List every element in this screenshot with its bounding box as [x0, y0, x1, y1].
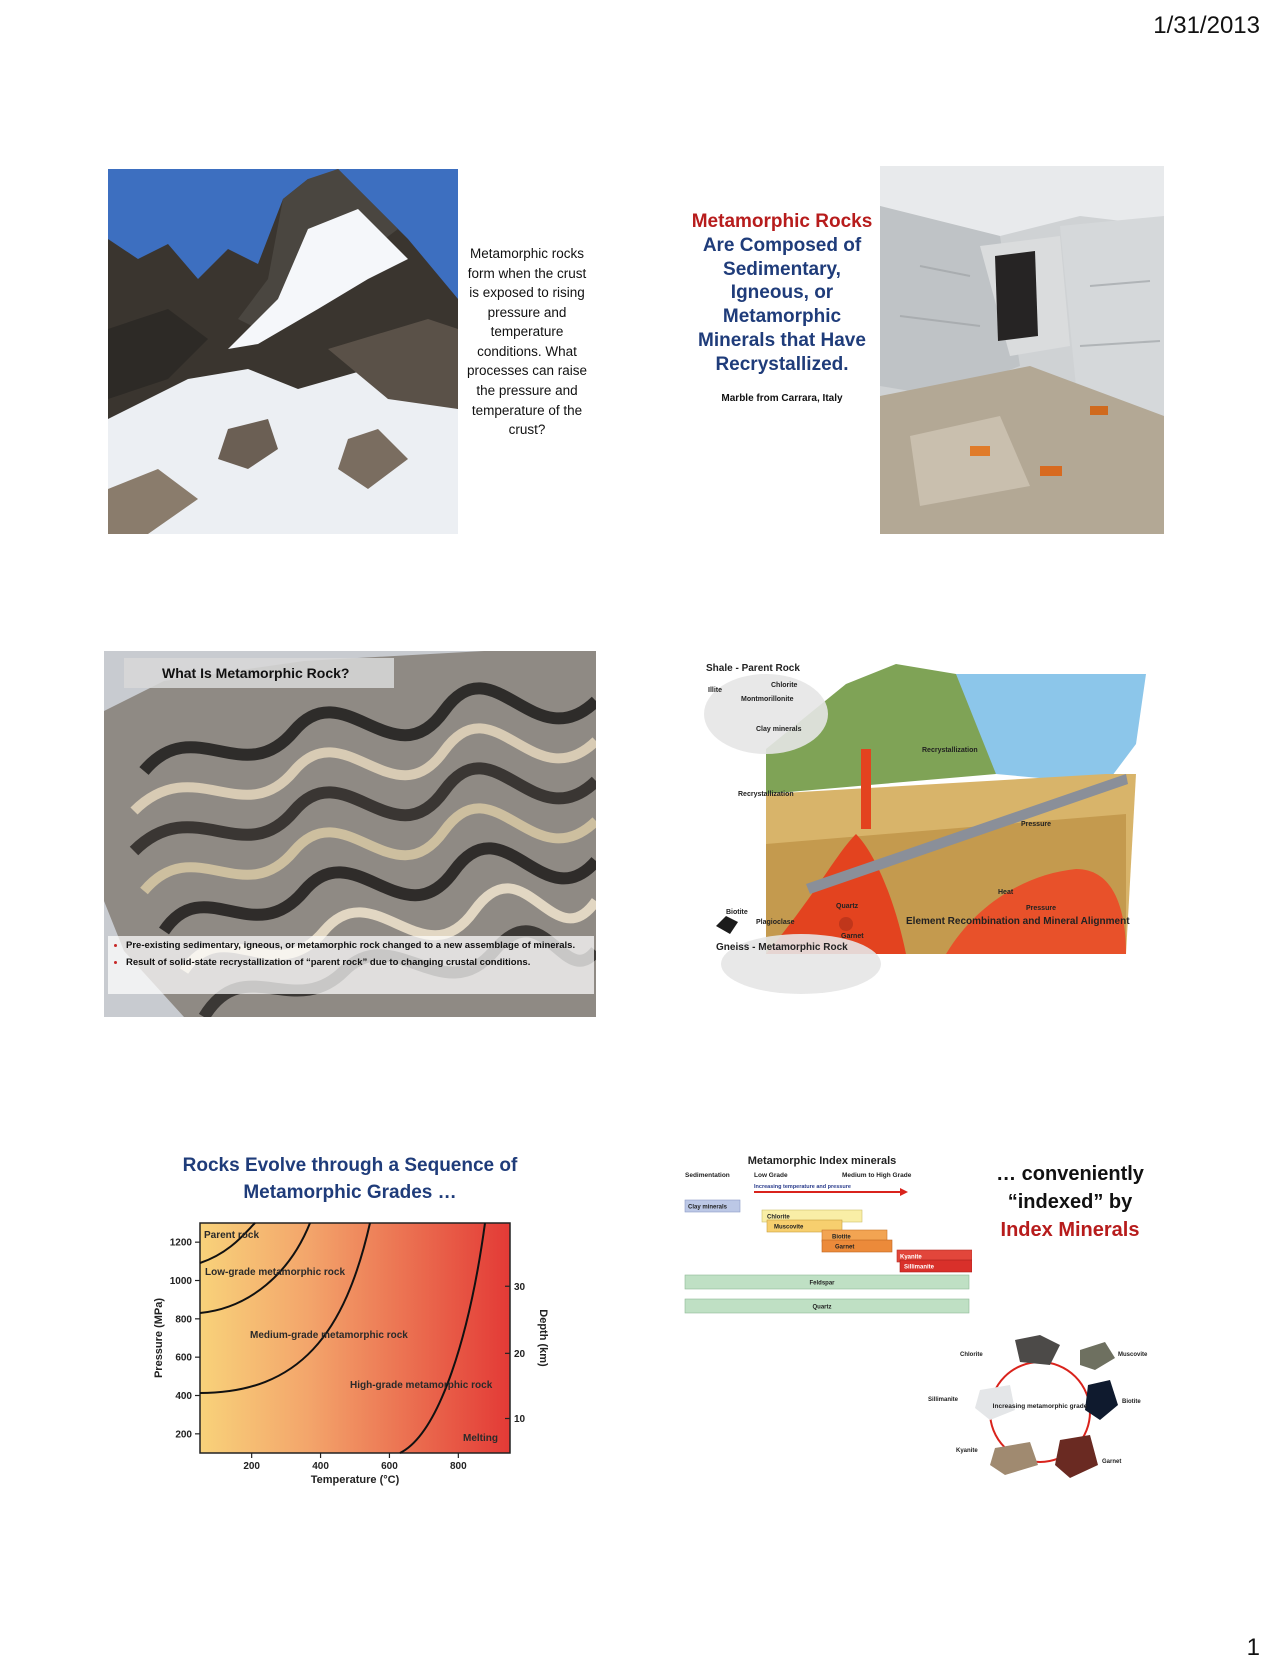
- y2-tick-label: 30: [514, 1281, 526, 1293]
- page-number: 1: [1246, 1634, 1260, 1661]
- medium-high-grade-label: Medium to High Grade: [842, 1172, 912, 1179]
- slide2-title-red: Metamorphic Rocks: [691, 211, 873, 232]
- region-label-medium-grade: Medium-grade metamorphic rock: [250, 1330, 408, 1341]
- bar-label-chlorite: Chlorite: [767, 1214, 790, 1221]
- metamorphic-grade-cycle: [920, 1330, 1150, 1485]
- diagram-label-montmorillonite: Montmorillonite: [741, 696, 794, 703]
- garnet-icon: [1055, 1435, 1098, 1478]
- diagram-label-recrystallization-1: Recrystallization: [922, 747, 978, 754]
- slide6-text-red: Index Minerals: [1000, 1219, 1140, 1241]
- diagram-label-illite: Illite: [708, 687, 723, 694]
- slide3-header: What Is Metamorphic Rock?: [124, 658, 394, 688]
- x-tick-label: 200: [243, 1461, 261, 1472]
- bar-label-sillimanite: Sillimanite: [904, 1264, 935, 1271]
- diagram-label-quartz: Quartz: [836, 903, 859, 910]
- low-grade-label: Low Grade: [754, 1172, 788, 1179]
- quarry-photo: [880, 166, 1164, 534]
- cycle-center-label: [993, 1403, 1088, 1410]
- cycle-center-text: Increasing metamorphic grade: [992, 1403, 1088, 1410]
- diagram-label-recombination-text: Element Recombination and Mineral Alignment: [906, 916, 1130, 927]
- x-axis-label: Temperature (°C): [310, 1474, 400, 1486]
- bar-label-garnet: Garnet: [835, 1244, 855, 1251]
- diagram-label-recrystallization-2: Recrystallization: [738, 791, 794, 798]
- diagram-label-heat: Heat: [998, 889, 1014, 896]
- index-minerals-chart: [682, 1153, 972, 1333]
- diagram-label-pressure-2: Pressure: [1026, 905, 1056, 912]
- diagram-label-chlorite: Chlorite: [771, 682, 798, 689]
- bar-label-feldspar: Feldspar: [809, 1280, 835, 1287]
- y2-tick-label: 10: [514, 1414, 526, 1425]
- cycle-label-chlorite: Chlorite: [960, 1352, 983, 1358]
- bar-label-muscovite: Muscovite: [774, 1224, 804, 1231]
- slide2-caption: Marble from Carrara, Italy: [721, 393, 843, 404]
- index-chart-title: Metamorphic Index minerals: [747, 1155, 897, 1167]
- slide5-title: Rocks Evolve through a Sequence of Metamorphic Grades …: [182, 1155, 518, 1203]
- y-tick-label: 800: [175, 1314, 192, 1326]
- y-tick-label: 400: [175, 1391, 192, 1402]
- y-tick-label: 1000: [169, 1276, 192, 1287]
- slide3-bullets: [108, 936, 594, 994]
- cycle-label-biotite: Biotite: [1122, 1399, 1141, 1405]
- mountain-photo: [108, 169, 458, 534]
- diagram-label-pressure-1: Pressure: [1021, 821, 1051, 828]
- x-tick-label: 800: [449, 1461, 467, 1472]
- muscovite-icon: [1080, 1342, 1115, 1370]
- arrow-label: Increasing temperature and pressure: [754, 1184, 851, 1190]
- slide2-title: [682, 210, 882, 376]
- metamorphism-diagram: [696, 654, 1146, 1014]
- cycle-label-muscovite: Muscovite: [1118, 1352, 1148, 1358]
- cycle-label-sillimanite: Sillimanite: [928, 1397, 959, 1403]
- chlorite-icon: [1015, 1335, 1060, 1365]
- page-date: 1/31/2013: [1153, 12, 1260, 39]
- y-tick-label: 200: [175, 1429, 192, 1441]
- region-label-low-grade: Low-grade metamorphic rock: [205, 1267, 346, 1278]
- diagram-label-garnet: Garnet: [841, 933, 864, 940]
- diagram-label-recombination: [906, 916, 1130, 927]
- bar-label-quartz: Quartz: [812, 1304, 832, 1311]
- sedimentation-label: Sedimentation: [685, 1172, 730, 1179]
- y-tick-label: 600: [175, 1352, 192, 1364]
- list-item: • Result of solid-state recrystallization of “parent rock” due to changing crustal conditions.: [126, 957, 594, 968]
- diagram-label-clay-minerals: Clay minerals: [756, 726, 802, 733]
- diagram-label-shale: Shale - Parent Rock: [706, 663, 800, 674]
- kyanite-icon: [990, 1442, 1038, 1475]
- cycle-label-garnet: Garnet: [1102, 1459, 1122, 1465]
- region-label-high-grade: High-grade metamorphic rock: [350, 1380, 493, 1391]
- metamorphic-grade-chart: [150, 1213, 550, 1493]
- bar-label-kyanite: Kyanite: [900, 1254, 922, 1261]
- region-label-parent-rock: Parent rock: [204, 1230, 260, 1241]
- y2-tick-label: 20: [514, 1348, 526, 1360]
- y-tick-label: 1200: [169, 1237, 192, 1249]
- y2-axis-label: Depth (km): [537, 1309, 549, 1367]
- x-tick-label: 600: [381, 1461, 398, 1472]
- slide2-title-blue: Are Composed of Sedimentary, Igneous, or Metamorphic Minerals that Have Recrystallized.: [698, 234, 866, 375]
- diagram-label-plagioclase: Plagioclase: [756, 919, 795, 926]
- list-item: • Pre-existing sedimentary, igneous, or metamorphic rock changed to a new assemblage of minerals.: [126, 940, 594, 951]
- cycle-label-kyanite: Kyanite: [956, 1448, 978, 1454]
- diagram-label-gneiss: Gneiss - Metamorphic Rock: [716, 942, 848, 953]
- slide1-text: Metamorphic rocks form when the crust is exposed to rising pressure and temperature conditions. What processes can raise the pressure and temperature of the crust?: [466, 246, 588, 438]
- region-label-melting: Melting: [463, 1433, 498, 1444]
- y-axis-label: Pressure (MPa): [153, 1297, 165, 1379]
- diagram-label-biotite: Biotite: [726, 909, 748, 916]
- slide6-text-line1: … conveniently “indexed” by: [996, 1163, 1144, 1213]
- slide6-text: [975, 1160, 1165, 1244]
- x-tick-label: 400: [312, 1461, 329, 1472]
- bar-label-biotite: Biotite: [832, 1234, 851, 1241]
- bar-label-clay: Clay minerals: [688, 1204, 728, 1211]
